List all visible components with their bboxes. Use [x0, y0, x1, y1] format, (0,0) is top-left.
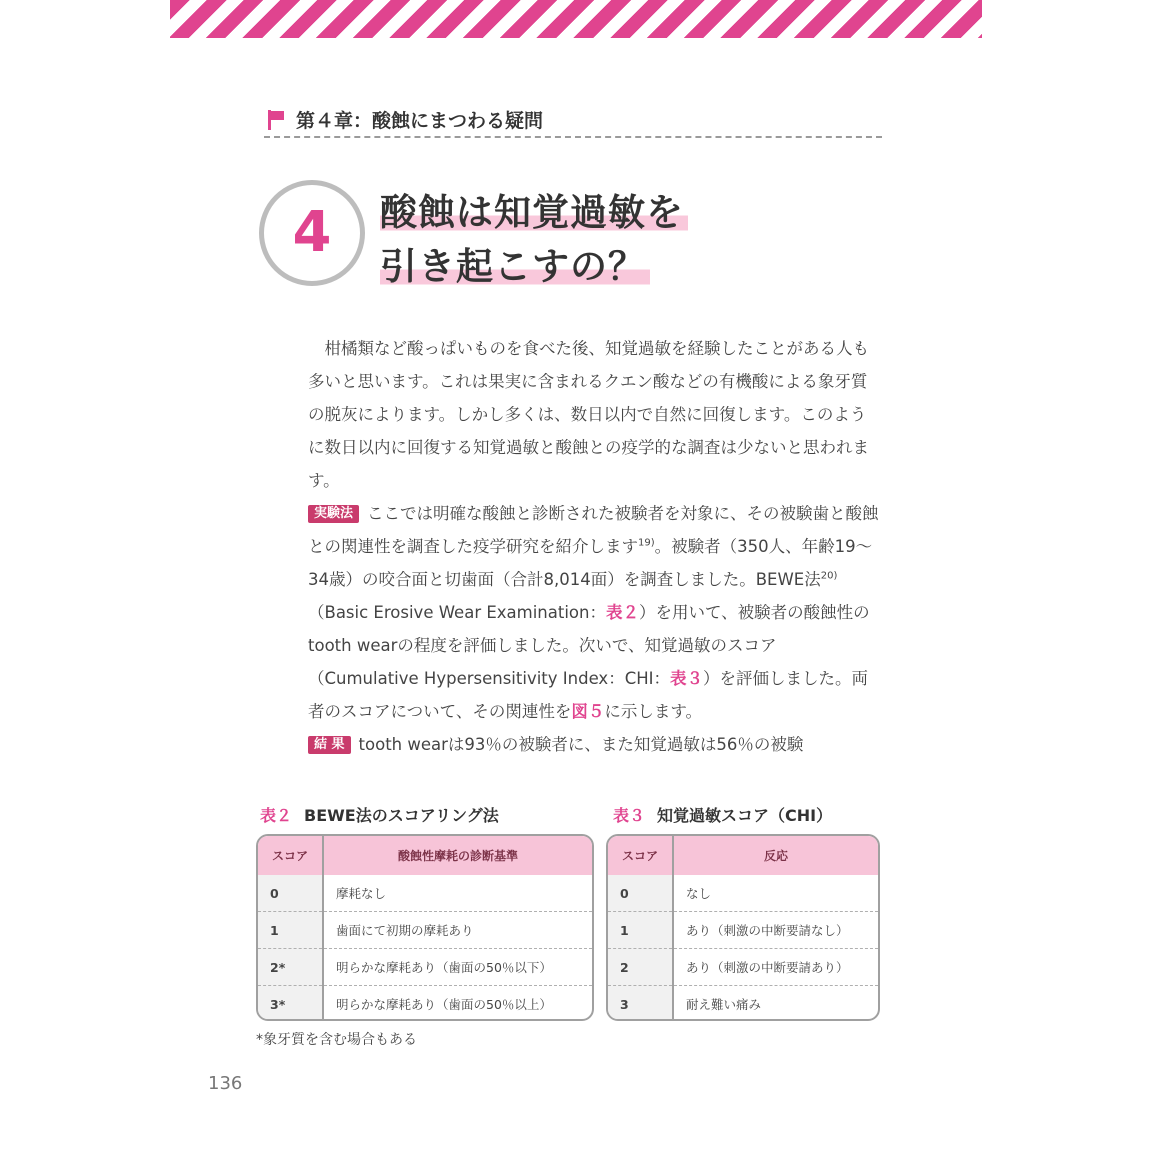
- chapter-heading: [264, 104, 882, 138]
- table-row: [258, 949, 592, 986]
- table-row: [258, 875, 592, 912]
- method-paragraph: [308, 497, 882, 728]
- desc-cell: なし: [686, 886, 712, 901]
- score-cell: 1: [608, 912, 673, 949]
- desc-cell: あり（刺激の中断要請あり）: [673, 949, 878, 986]
- method-text-3: （Basic Erosive Wear Examination：: [308, 603, 606, 622]
- ref-table3: 表３: [670, 669, 703, 688]
- table-row: [258, 986, 592, 1022]
- ref-fig5: 図５: [571, 702, 605, 721]
- table-row: [608, 912, 878, 949]
- result-tag: 結 果: [308, 736, 351, 754]
- table2-header-criteria: 酸蝕性摩耗の診断基準: [323, 836, 592, 875]
- desc-cell: 明らかな摩耗あり（歯面の50％以上）: [323, 986, 592, 1022]
- method-text-2: 。被験者（350人、年齢19～34歳）の咬合面と切歯面（合計8,014面）を調査しました。BEWE法: [308, 537, 873, 589]
- score-cell: 3: [608, 986, 673, 1022]
- citation-20: 20): [820, 570, 838, 582]
- table3-header-score: スコア: [608, 836, 673, 875]
- desc-cell: 歯面にて初期の摩耗あり: [323, 912, 592, 949]
- score-cell: 0: [608, 875, 673, 912]
- table3-header-reaction: 反応: [673, 836, 878, 875]
- score-cell: 2*: [258, 949, 323, 986]
- table2-number: 表２: [260, 806, 293, 825]
- table2-header-score: スコア: [258, 836, 323, 875]
- section-title-line1: 酸蝕は知覚過敏を: [380, 182, 688, 236]
- table-row: [258, 912, 592, 949]
- section-number: 4: [292, 200, 332, 265]
- header-stripe-band: [170, 0, 982, 38]
- result-paragraph: [308, 728, 882, 761]
- table2-caption: [260, 803, 499, 826]
- score-cell: 3*: [258, 986, 323, 1022]
- table3-number: 表３: [613, 806, 646, 825]
- result-text: tooth wearは93％の被験者に、また知覚過敏は56％の被験: [358, 735, 804, 754]
- flag-icon: [268, 110, 284, 130]
- table3-caption: [613, 803, 832, 826]
- desc-cell: 明らかな摩耗あり（歯面の50％以下）: [323, 949, 592, 986]
- score-cell: 0: [258, 875, 323, 912]
- table-row: [608, 986, 878, 1022]
- section-title-line2: 引き起こすの？: [380, 236, 650, 290]
- method-text-4: ）を用いて、被験者の酸蝕性のtooth wearの程度を評価しました。次いで、知覚過敏のスコア（Cumulative Hypersensitivity Index：CHI：: [308, 603, 870, 688]
- score-cell: 2: [608, 949, 673, 986]
- score-cell: 1: [258, 912, 323, 949]
- ref-table2: 表２: [605, 603, 639, 622]
- table-footnote: *象牙質を含む場合もある: [256, 1032, 417, 1048]
- desc-cell: あり（刺激の中断要請なし）: [673, 912, 878, 949]
- method-text-6: に示します。: [604, 702, 703, 721]
- body-text: [308, 332, 882, 761]
- chapter-title: 第４章：酸蝕にまつわる疑問: [296, 110, 544, 132]
- table2: [256, 834, 594, 1021]
- table3-title: 知覚過敏スコア（CHI）: [657, 806, 833, 825]
- method-tag: 実験法: [308, 505, 359, 523]
- table3: [606, 834, 880, 1021]
- table-row: [608, 949, 878, 986]
- method-text-5: ）を評価しました。両者のスコアについて、その関連性を: [308, 669, 868, 721]
- section-number-badge: [259, 180, 365, 286]
- desc-cell: 摩耗なし: [336, 886, 387, 901]
- intro-paragraph: 柑橘類など酸っぱいものを食べた後、知覚過敏を経験したことがある人も多いと思います。これは果実に含まれるクエン酸などの有機酸による象牙質の脱灰によります。しかし多くは、数日以内で自然に回復します。このように数日以内に回復する知覚過敏と酸蝕との疫学的な調査は少ないと思われます。: [308, 339, 869, 490]
- desc-cell: 耐え難い痛み: [673, 986, 878, 1022]
- table-row: [608, 875, 878, 912]
- page-number: 136: [208, 1073, 243, 1094]
- method-text-1: ここでは明確な酸蝕と診断された被験者を対象に、その被験歯と酸蝕との関連性を調査した疫学研究を紹介します: [308, 504, 879, 556]
- citation-19: 19): [638, 537, 655, 549]
- table2-title: BEWE法のスコアリング法: [304, 806, 499, 825]
